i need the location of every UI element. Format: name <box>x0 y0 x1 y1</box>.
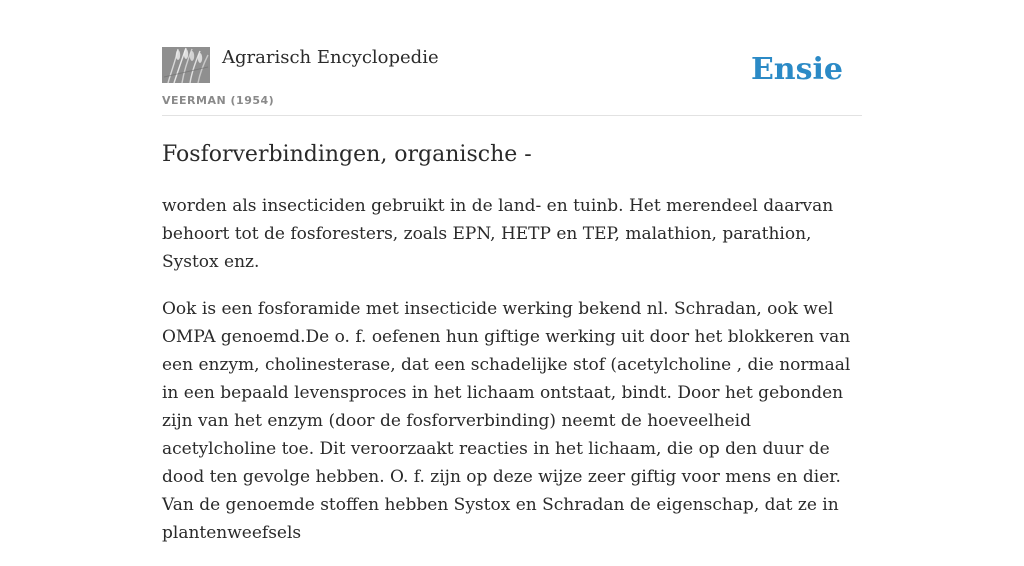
author-label: VEERMAN (1954) <box>162 94 275 107</box>
brand-logo[interactable]: Ensie <box>750 52 843 87</box>
paragraph: Ook is een fosforamide met insecticide werking bekend nl. Schradan, ook wel OMPA genoemd.De o. f. oefenen hun giftige werking uit door het blokkeren van een enzym, cholinesterase, dat een schadelijke stof (acetylcholine , die normaal in een bepaald levensproces in het lichaam ontstaat, bindt. Door het gebonden zijn van het enzym (door de fosforverbinding) neemt de hoeveelheid acetylcholine toe. Dit veroorzaakt reacties in het lichaam, die op den duur de dood ten gevolge hebben. O. f. zijn op deze wijze zeer giftig voor mens en dier. Van de genoemde stoffen hebben Systox en Schradan de eigenschap, dat ze in plantenweefsels <box>162 299 851 543</box>
header <box>162 44 862 116</box>
article-title: Fosforverbindingen, organische - <box>162 142 532 167</box>
book-title[interactable]: Agrarisch Encyclopedie <box>222 47 439 68</box>
article-body <box>162 192 867 566</box>
wheat-thumbnail-icon[interactable] <box>162 47 210 83</box>
paragraph: worden als insecticiden gebruikt in de land- en tuinb. Het merendeel daarvan behoort tot de fosforesters, zoals EPN, HETP en TEP, malathion, parathion, Systox enz. <box>162 196 834 272</box>
